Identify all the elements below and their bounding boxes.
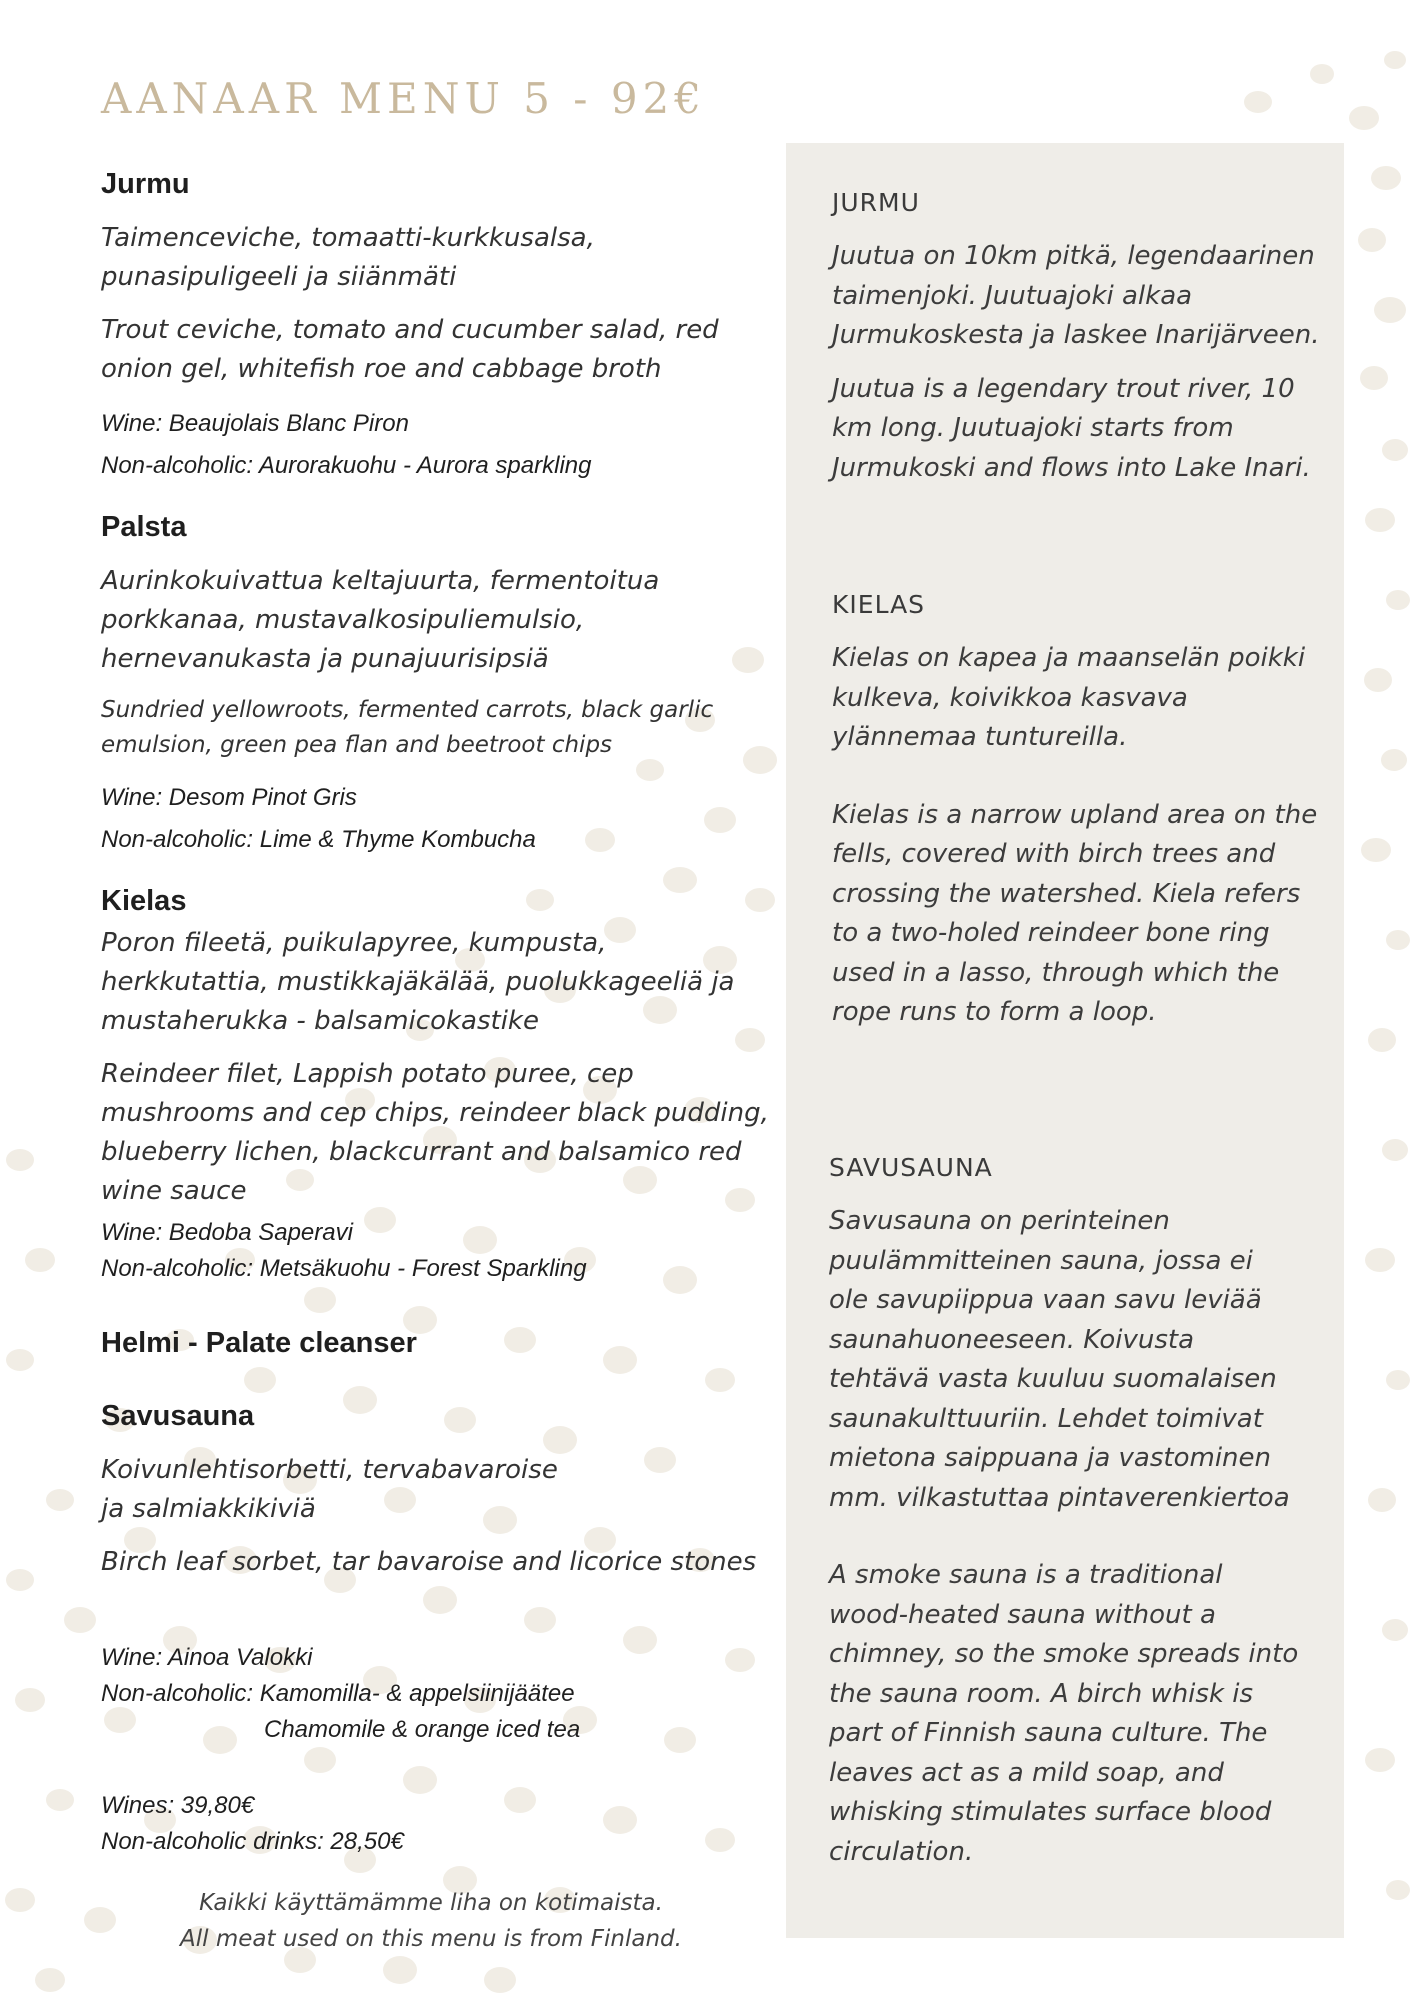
course-jurmu (101, 168, 781, 487)
course-kielas (101, 885, 781, 1287)
meat-origin-note (101, 1885, 761, 1957)
wine-package-price: Wines: 39,80€ (101, 1792, 255, 1819)
course-description-fi: Taimenceviche, tomaatti-kurkkusalsa, punasipuligeeli ja siiänmäti (101, 223, 595, 292)
wine-pairing: Wine: Beaujolais Blanc Piron (101, 410, 409, 437)
course-description-fi: Koivunlehtisorbetti, tervabavaroise ja salmiakkikiviä (101, 1455, 558, 1524)
course-name: Savusauna (101, 1400, 255, 1432)
course-description-fi: Aurinkokuivattua keltajuurta, fermentoitua porkkanaa, mustavalkosipuliemulsio, hernevanukasta ja punajuurisipsiä (101, 566, 660, 674)
story-title: SAVUSAUNA (829, 1153, 993, 1182)
course-description-en: Birch leaf sorbet, tar bavaroise and licorice stones (101, 1547, 757, 1577)
story-text-en: A smoke sauna is a traditional wood-heated sauna without a chimney, so the smoke spreads into the sauna room. A birch whisk is part of Finnish sauna culture. The leaves act as a mild soap, and whisking stimulates surface blood circulation. (829, 1560, 1299, 1867)
course-description-fi: Poron fileetä, puikulapyree, kumpusta, herkkutattia, mustikkajäkälää, puolukkageeliä ja mustaherukka - balsamicokastike (101, 928, 735, 1036)
story-title: KIELAS (832, 590, 926, 619)
pairing-prices (101, 1788, 781, 1860)
nonalcoholic-pairing: Non-alcoholic: Lime & Thyme Kombucha (101, 826, 536, 853)
nonalcoholic-pairing-en: Chamomile & orange iced tea (264, 1716, 581, 1743)
story-savusauna (829, 1153, 1299, 1886)
story-text-fi: Juutua on 10km pitkä, legendaarinen taimenjoki. Juutuajoki alkaa Jurmukoskesta ja laskee Inarijärveen. (832, 241, 1320, 350)
story-kielas (832, 590, 1322, 1047)
course-name: Kielas (101, 885, 187, 917)
nonalcoholic-package-price: Non-alcoholic drinks: 28,50€ (101, 1828, 404, 1855)
story-text-en: Kielas is a narrow upland area on the fells, covered with birch trees and crossing the watershed. Kiela refers to a two-holed reindeer bone ring used in a lasso, through which the rope runs to form a loop. (832, 799, 1318, 1027)
course-helmi (101, 1327, 781, 1360)
wine-pairing: Wine: Ainoa Valokki (101, 1644, 313, 1671)
meat-origin-en: All meat used on this menu is from Finland. (180, 1926, 682, 1952)
course-savusauna (101, 1400, 781, 1748)
story-jurmu (832, 188, 1322, 502)
wine-pairing: Wine: Bedoba Saperavi (101, 1219, 353, 1246)
wine-pairing: Wine: Desom Pinot Gris (101, 784, 357, 811)
story-text-en: Juutua is a legendary trout river, 10 km long. Juutuajoki starts from Jurmukoski and flows into Lake Inari. (832, 373, 1311, 483)
menu-courses (101, 168, 781, 1860)
nonalcoholic-pairing: Non-alcoholic: Metsäkuohu - Forest Sparkling (101, 1255, 587, 1282)
course-name: Jurmu (101, 168, 190, 200)
course-description-en: Reindeer filet, Lappish potato puree, cep mushrooms and cep chips, reindeer black pudding, blueberry lichen, blackcurrant and balsamico red wine sauce (101, 1059, 769, 1206)
story-text-fi: Savusauna on perinteinen puulämmitteinen sauna, jossa ei ole savupiippua vaan savu leviää saunahuoneeseen. Koivusta tehtävä vasta kuuluu suomalaisen saunakulttuuriin. Lehdet toimivat mietona saippuana ja vastominen mm. vilkastuttaa pintaverenkiertoa (829, 1206, 1290, 1513)
course-description-en: Sundried yellowroots, fermented carrots, black garlic emulsion, green pea flan and beetroot chips (101, 697, 714, 758)
nonalcoholic-pairing: Non-alcoholic: Aurorakuohu - Aurora sparkling (101, 452, 592, 479)
nonalcoholic-pairing: Non-alcoholic: Kamomilla- & appelsiinijäätee (101, 1680, 575, 1707)
course-description-en: Trout ceviche, tomato and cucumber salad, red onion gel, whitefish roe and cabbage broth (101, 315, 719, 384)
story-title: JURMU (832, 188, 920, 217)
meat-origin-fi: Kaikki käyttämämme liha on kotimaista. (199, 1890, 663, 1916)
story-text-fi: Kielas on kapea ja maanselän poikki kulkeva, koivikkoa kasvava ylännemaa tuntureilla. (832, 643, 1306, 752)
course-name: Palsta (101, 511, 187, 543)
menu-title: AANAAR MENU 5 - 92€ (101, 74, 706, 123)
course-palsta (101, 511, 781, 861)
course-name: Helmi - Palate cleanser (101, 1327, 417, 1359)
